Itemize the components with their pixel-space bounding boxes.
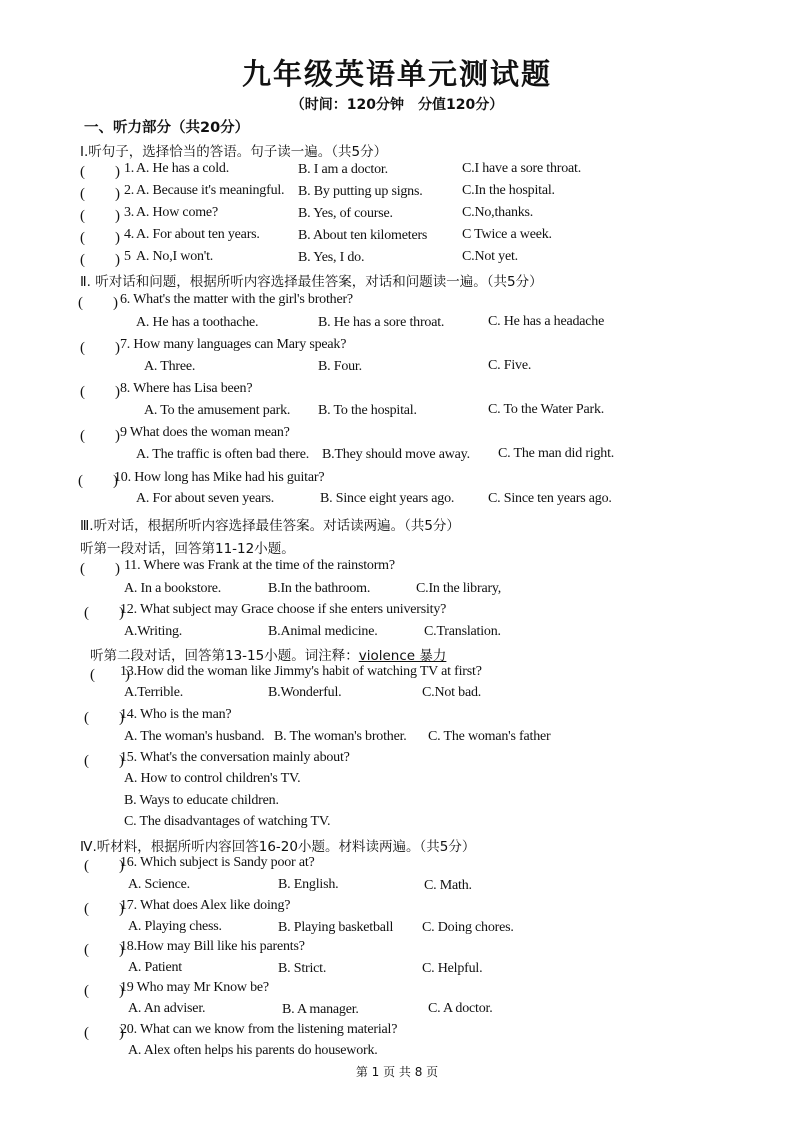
question-text: 9 What does the woman mean? [120,425,290,440]
answer-blank: ( ) [80,340,120,356]
option-b: B. About ten kilometers [298,228,428,243]
answer-blank: ( ) [80,164,120,180]
answer-blank: ( ) [80,252,120,268]
part1-instruction: Ⅰ.听句子，选择恰当的答语。句子读一遍。（共5分） [80,144,388,160]
section-heading-listening: 一、听力部分（共20分） [84,120,250,136]
answer-blank: ( ) [78,295,118,311]
page-footer: 第 1 页 共 8 页 [355,1065,439,1079]
answer-blank: ( ) [84,1025,124,1041]
question-text: 6. What's the matter with the girl's brother? [120,292,353,307]
question-number: 3. [124,205,135,220]
option-b: B. The woman's brother. [274,729,407,744]
option-b: B.Animal medicine. [268,624,378,639]
question-number: 5 [124,249,131,264]
part4-instruction: Ⅳ.听材料，根据所听内容回答16-20小题。材料读两遍。（共5分） [80,839,476,855]
answer-blank: ( ) [84,710,124,726]
option-b: B. Since eight years ago. [320,491,455,506]
option-a: A. For about ten years. [136,227,260,242]
option-b: B. I am a doctor. [298,162,388,177]
option-a: A. How to control children's TV. [124,771,301,786]
answer-blank: ( ) [84,942,124,958]
answer-blank: ( ) [80,208,120,224]
option-c: C. A doctor. [428,1001,493,1016]
option-b: B. Yes, of course. [298,206,393,221]
answer-blank: ( ) [80,186,120,202]
answer-blank: ( ) [78,473,118,489]
option-c: C. The man did right. [498,446,615,461]
question-text: 11. Where was Frank at the time of the rainstorm? [124,558,395,573]
option-b: B.Wonderful. [268,685,342,700]
option-c: C.I have a sore throat. [462,161,582,176]
dialog2-note-text: 听第二段对话，回答第13-15小题。词注释： [90,648,359,664]
option-b: B. English. [278,877,339,892]
dialog1-note: 听第一段对话，回答第11-12小题。 [80,541,295,557]
option-c: C. To the Water Park. [488,402,605,417]
option-a: A. Science. [128,877,190,892]
option-c: C.Not yet. [462,249,518,264]
question-number: 4. [124,227,135,242]
option-b: B. A manager. [282,1002,359,1017]
option-c: C Twice a week. [462,227,552,242]
option-b: B. He has a sore throat. [318,315,445,330]
option-a: A. No,I won't. [136,249,214,264]
option-a: A. The woman's husband. [124,729,265,744]
question-text: 10. How long has Mike had his guitar? [114,470,325,485]
gloss-violence: violence 暴力 [358,648,447,664]
answer-blank: ( ) [84,901,124,917]
exam-subtitle: （时间：120分钟 分值120分） [290,97,504,113]
option-c: C.In the hospital. [462,183,555,198]
option-b: B. To the hospital. [318,403,417,418]
option-a: A. Three. [144,359,196,374]
option-a: A. Playing chess. [128,919,222,934]
option-a: A. For about seven years. [136,491,275,506]
question-text: 16. Which subject is Sandy poor at? [120,855,315,870]
question-text: 17. What does Alex like doing? [120,898,291,913]
option-a: A. How come? [136,205,218,220]
option-c: C.In the library, [416,581,502,596]
question-text: 14. Who is the man? [120,707,232,722]
option-a: A. Alex often helps his parents do housework. [128,1043,378,1058]
answer-blank: ( ) [80,230,120,246]
answer-blank: ( ) [90,667,130,683]
option-c: C. The woman's father [428,729,551,744]
option-a: A. Patient [128,960,182,975]
option-a: A. He has a toothache. [136,315,259,330]
question-text: 7. How many languages can Mary speak? [120,337,347,352]
option-a: A. The traffic is often bad there. [136,447,310,462]
option-c: C. Five. [488,358,532,373]
option-b: B.They should move away. [322,447,470,462]
answer-blank: ( ) [80,428,120,444]
option-a: A. To the amusement park. [144,403,291,418]
option-a: A.Writing. [124,624,183,639]
option-b: B. Strict. [278,961,327,976]
option-a: A. Because it's meaningful. [136,183,285,198]
option-c: C. He has a headache [488,314,605,329]
option-b: B. Four. [318,359,362,374]
exam-title: 九年级英语单元测试题 [241,57,552,91]
answer-blank: ( ) [84,858,124,874]
question-text: 8. Where has Lisa been? [120,381,253,396]
option-c: C. Doing chores. [422,920,514,935]
option-c: C.No,thanks. [462,205,534,220]
question-text: 13.How did the woman like Jimmy's habit of watching TV at first? [120,664,482,679]
option-c: C. The disadvantages of watching TV. [124,814,331,829]
option-b: B.In the bathroom. [268,581,371,596]
answer-blank: ( ) [84,753,124,769]
option-a: A. In a bookstore. [124,581,222,596]
option-b: B. Yes, I do. [298,250,365,265]
option-c: C. Math. [424,878,472,893]
option-c: C. Since ten years ago. [488,491,612,506]
option-b: B. Playing basketball [278,920,394,935]
answer-blank: ( ) [84,605,124,621]
question-text: 20. What can we know from the listening material? [120,1022,398,1037]
question-number: 1. [124,161,135,176]
option-c: C. Helpful. [422,961,483,976]
question-number: 2. [124,183,135,198]
answer-blank: ( ) [84,983,124,999]
question-text: 19 Who may Mr Know be? [120,980,269,995]
part3-instruction: Ⅲ.听对话，根据所听内容选择最佳答案。对话读两遍。（共5分） [80,518,460,534]
option-b: B. By putting up signs. [298,184,423,199]
answer-blank: ( ) [80,561,120,577]
option-a: A. He has a cold. [136,161,230,176]
question-text: 15. What's the conversation mainly about? [120,750,350,765]
answer-blank: ( ) [80,384,120,400]
option-a: A. An adviser. [128,1001,206,1016]
option-c: C.Translation. [424,624,501,639]
question-text: 12. What subject may Grace choose if she enters university? [120,602,447,617]
dialog2-note [90,644,446,664]
option-a: A.Terrible. [124,685,184,700]
option-c: C.Not bad. [422,685,482,700]
question-text: 18.How may Bill like his parents? [120,939,305,954]
option-b: B. Ways to educate children. [124,793,279,808]
part2-instruction: Ⅱ. 听对话和问题，根据所听内容选择最佳答案，对话和问题读一遍。（共5分） [80,274,543,290]
